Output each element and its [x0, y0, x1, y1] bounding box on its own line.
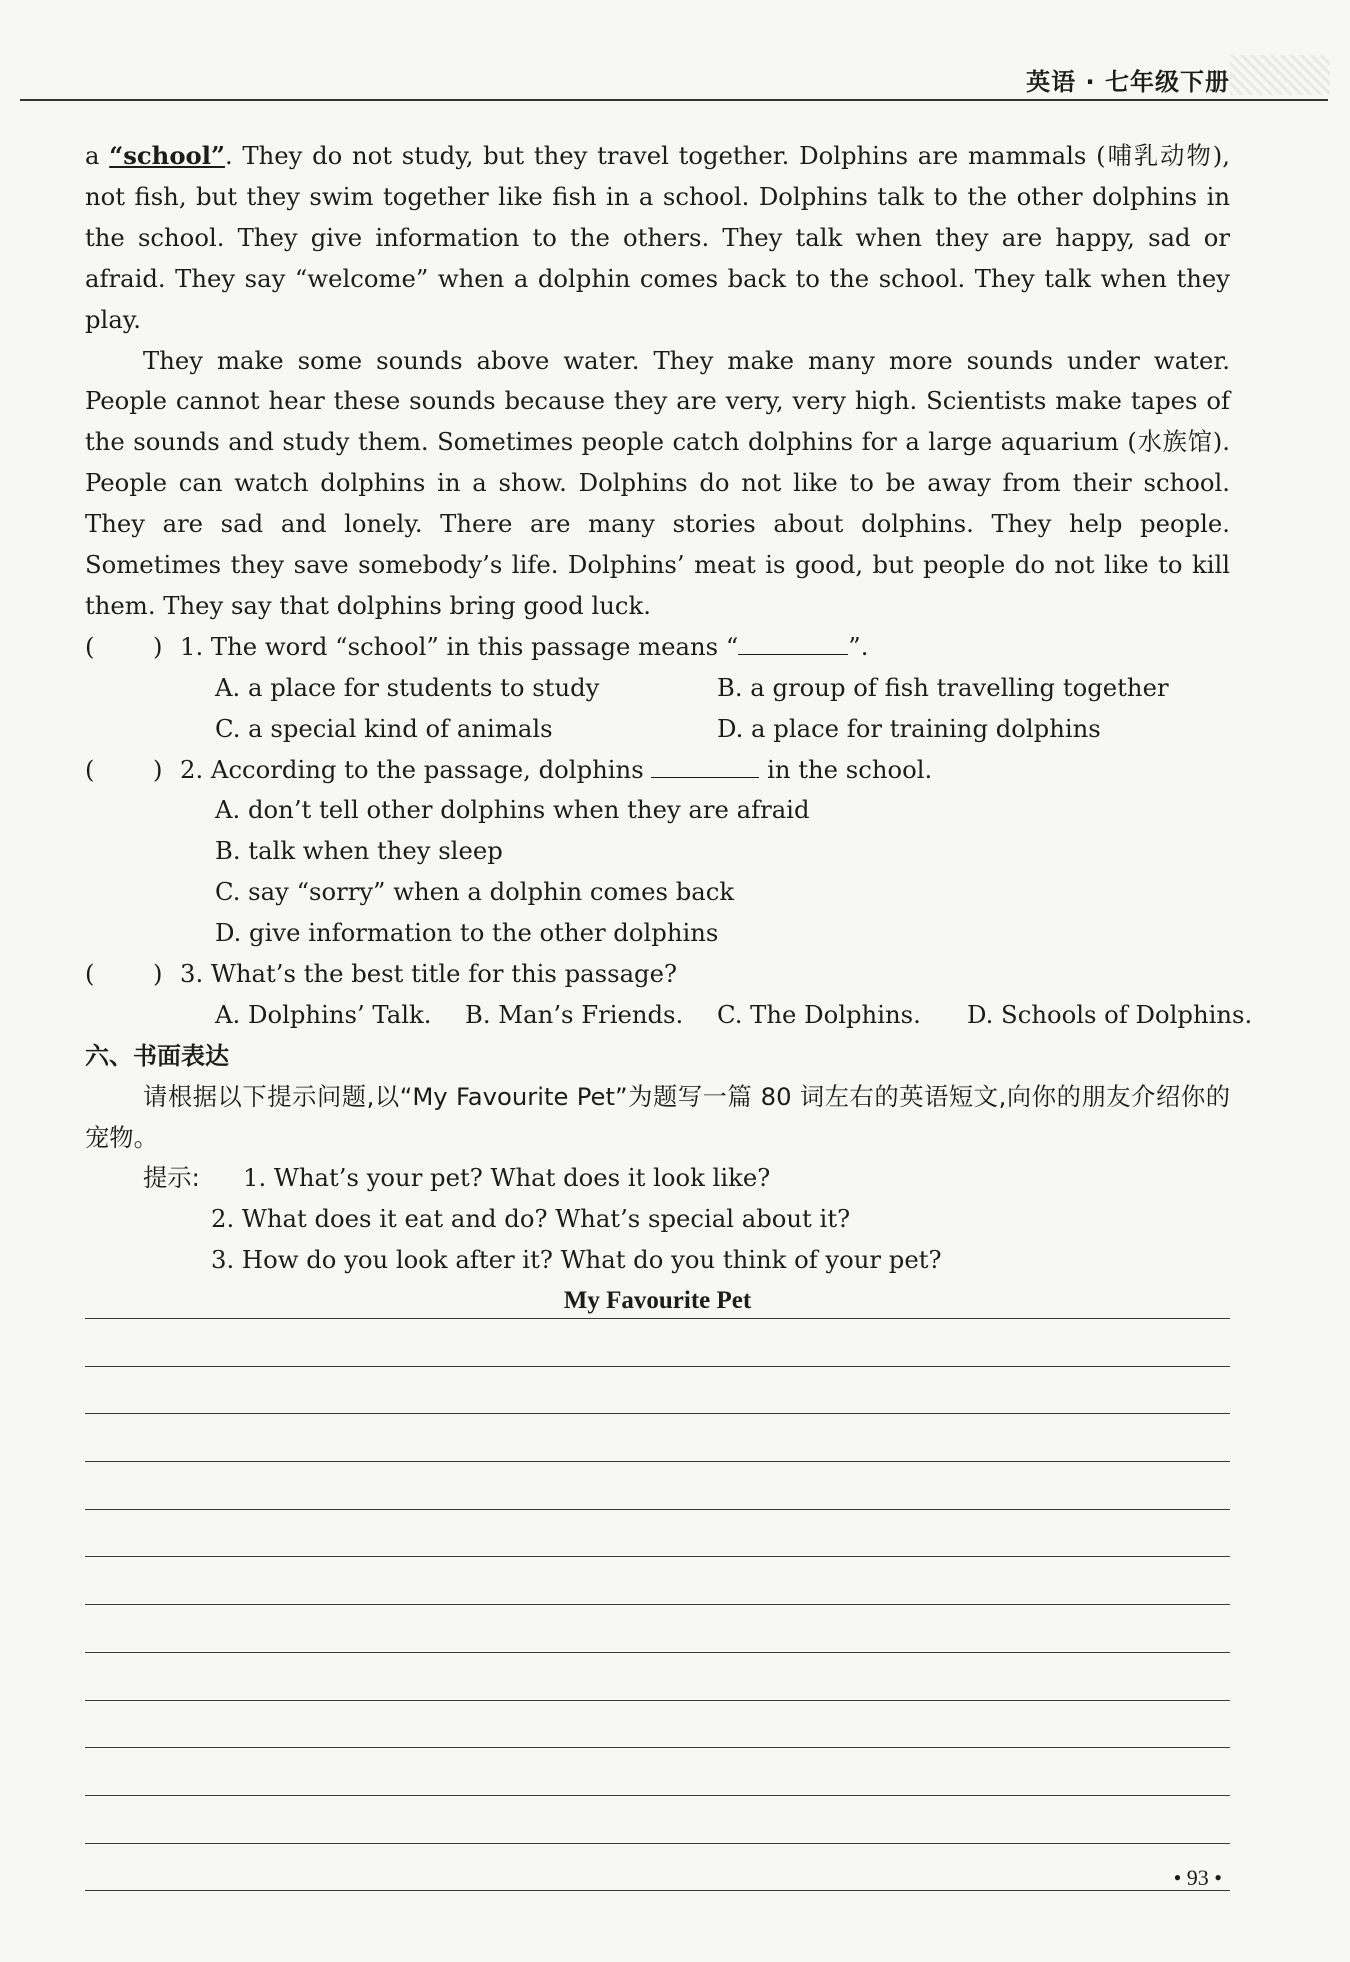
header-corner-pattern	[1230, 55, 1330, 95]
writing-area[interactable]	[85, 1318, 1230, 1891]
option-d[interactable]: D. give information to the other dolphins	[215, 918, 719, 948]
question-stem: 2. According to the passage, dolphins	[180, 754, 652, 784]
hint-3	[85, 1240, 1230, 1281]
option-d[interactable]: D. a place for training dolphins	[717, 713, 1101, 743]
question-2-option-d	[85, 913, 1230, 954]
page-content	[85, 136, 1253, 1322]
page-number: • 93 •	[1173, 1865, 1222, 1890]
question-2-option-c	[85, 872, 1230, 913]
question-2-option-a	[85, 790, 1230, 831]
writing-line[interactable]	[85, 1367, 1230, 1415]
hint-text: 1. What’s your pet? What does it look like?	[243, 1163, 771, 1193]
option-c[interactable]: C. a special kind of animals	[215, 713, 553, 743]
passage-paragraph-1	[85, 136, 1230, 341]
hint-label: 提示:	[143, 1163, 200, 1193]
option-a[interactable]: A. a place for students to study	[215, 672, 600, 702]
passage-paragraph-2: They make some sounds above water. They make many more sounds under water. People cannot hear these sounds because they are very, very high. Scientists make tapes of the sounds and study them. Sometimes people catch dolphins for a large aquarium (水族馆). People can watch dolphins in a show. Dolphins do not like to be away from their school. They are sad and lonely. There are many stories about dolphins. They help people. Sometimes they save somebody’s life. Dolphins’ meat is good, but people do not like to kill them. They say that dolphins bring good luck.	[85, 345, 1230, 620]
writing-line[interactable]	[85, 1844, 1230, 1892]
question-stem: 1. The word “school” in this passage means “	[180, 631, 739, 661]
writing-line[interactable]	[85, 1462, 1230, 1510]
writing-line[interactable]	[85, 1605, 1230, 1653]
answer-paren-right: )	[153, 631, 163, 661]
writing-line[interactable]	[85, 1701, 1230, 1749]
answer-paren-left: (	[85, 754, 95, 784]
answer-paren-left: (	[85, 959, 95, 988]
essay-title: My Favourite Pet	[563, 1287, 752, 1315]
option-c[interactable]: C. The Dolphins.	[717, 999, 921, 1029]
header-rule	[20, 99, 1328, 101]
option-c[interactable]: C. say “sorry” when a dolphin comes back	[215, 877, 735, 907]
answer-blank[interactable]	[651, 755, 759, 778]
answer-paren-left: (	[85, 631, 95, 661]
question-stem-end: ”.	[848, 631, 869, 661]
question-2	[85, 750, 1230, 791]
hint-text: 3. How do you look after it? What do you think of your pet?	[211, 1245, 942, 1275]
keyword-school: “school”	[109, 141, 225, 170]
answer-blank[interactable]	[738, 632, 848, 655]
question-1-options-row-2	[85, 709, 1230, 750]
question-1	[85, 627, 1230, 668]
page-header	[0, 0, 1350, 110]
writing-line[interactable]	[85, 1319, 1230, 1367]
passage-p1-text: . They do not study, but they travel together. Dolphins are mammals (哺乳动物), not fish, but they swim together like fish in a school. Dolphins talk to the other dolphins in the school. They give information to the others. They talk when they are happy, sad or afraid. They say “welcome” when a dolphin comes back to the school. They talk when they play.	[85, 141, 1230, 334]
option-b[interactable]: B. Man’s Friends.	[465, 999, 684, 1029]
question-3	[85, 954, 1230, 995]
question-3-options	[85, 995, 1253, 1036]
writing-line[interactable]	[85, 1557, 1230, 1605]
hint-text: 2. What does it eat and do? What’s special about it?	[211, 1204, 851, 1234]
writing-line[interactable]	[85, 1796, 1230, 1844]
option-a[interactable]: A. don’t tell other dolphins when they are afraid	[215, 795, 810, 825]
writing-line[interactable]	[85, 1748, 1230, 1796]
book-title: 英语 · 七年级下册	[1026, 68, 1230, 96]
writing-line[interactable]	[85, 1510, 1230, 1558]
answer-paren-right: )	[153, 754, 163, 784]
passage-p1-pre: a	[85, 141, 110, 170]
question-2-option-b	[85, 831, 1230, 872]
section-title: 六、书面表达	[85, 1041, 229, 1070]
option-b[interactable]: B. a group of fish travelling together	[717, 672, 1169, 702]
answer-paren-right: )	[153, 959, 163, 988]
writing-line[interactable]	[85, 1414, 1230, 1462]
hint-1	[85, 1158, 1230, 1199]
question-text	[180, 750, 932, 791]
option-d[interactable]: D. Schools of Dolphins.	[967, 999, 1253, 1029]
writing-line[interactable]	[85, 1653, 1230, 1701]
option-b[interactable]: B. talk when they sleep	[215, 836, 503, 866]
question-text: 3. What’s the best title for this passage?	[180, 959, 678, 988]
hint-2	[85, 1199, 1230, 1240]
writing-instruction: 请根据以下提示问题,以“My Favourite Pet”为题写一篇 80 词左右的英语短文,向你的朋友介绍你的宠物。	[85, 1081, 1230, 1152]
question-1-options-row-1	[85, 668, 1230, 709]
option-a[interactable]: A. Dolphins’ Talk.	[215, 999, 432, 1029]
question-stem-end: in the school.	[759, 754, 933, 784]
question-text	[180, 627, 868, 668]
